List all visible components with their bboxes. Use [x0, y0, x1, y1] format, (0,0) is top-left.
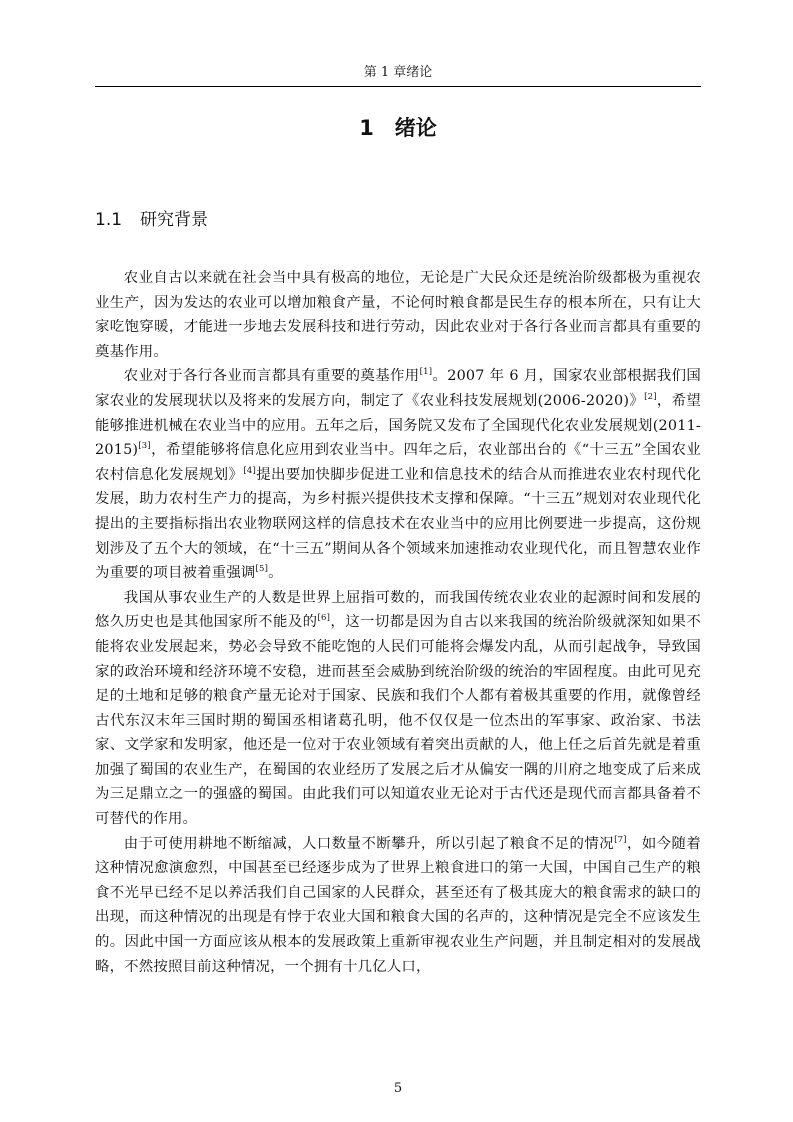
paragraph-text: ，希望能够将信息化应用到农业当中。四年之后，农业部出台的《“十三五”全国农业农村信息化发展规划》: [95, 442, 701, 483]
paragraph: [95, 266, 701, 364]
chapter-title: 1 绪论: [359, 116, 437, 140]
paragraph-text: 。2007 年 6 月，国家农业部根据我们国家农业的发展现状以及将来的发展方向，制定了《农业科技发展规划(2006-2020)》: [95, 368, 701, 409]
citation-ref: [5]: [255, 564, 269, 575]
paragraph-text: 农业对于各行各业而言都具有重要的奠基作用: [123, 368, 420, 385]
citation-ref: [1]: [419, 367, 433, 378]
citation-ref: [3]: [138, 441, 151, 452]
section-heading: [95, 207, 701, 233]
paragraph-text: 我国从事农业生产的人数是世界上屈指可数的，而我国传统农业农业的起源时间和发展的悠久历史也是其他国家所不能及的: [95, 589, 701, 631]
paragraph-text: ，这一切都是因为自古以来我国的统治阶级就深知如果不能将农业发展起来，势必会导致不能吃饱的人民们可能将会爆发内乱，从而引起战争，导致国家的政治环境和经济环境不安稳，进而甚至会威胁到统治阶级的统治的牢固程度。由此可见充足的土地和足够的粮食产量无论对于国家、民族和我们个人都有着极其重要的作用，就像曾经古代东汉末年三国时期的蜀国丞相诸葛孔明，他不仅仅是一位杰出的军事家、政治家、书法家、文学家和发明家，他还是一位对于农业领域有着突出贡献的人，他上任之后首先就是着重加强了蜀国的农业生产，在蜀国的农业经历了发展之后才从偏安一隅的川府之地变成了后来成为三足鼎立之一的强盛的蜀国。由此我们可以知道农业无论对于古代还是现代而言都具备着不可替代的作用。: [95, 614, 701, 828]
section-title: 研究背景: [140, 210, 209, 230]
paragraph: [95, 586, 701, 832]
paragraph-text: 。: [268, 565, 283, 582]
paragraph: [95, 364, 701, 585]
running-header: 第 1 章绪论: [363, 65, 433, 80]
citation-ref: [2]: [644, 392, 657, 403]
citation-ref: [6]: [317, 613, 331, 624]
citation-ref: [4]: [243, 465, 256, 476]
page-number: 5: [393, 1081, 403, 1096]
paragraph-text: 由于可使用耕地不断缩减，人口数量不断攀升，所以引起了粮食不足的情况: [123, 835, 615, 852]
header-rule: [95, 86, 701, 87]
section-number: 1.1: [95, 210, 123, 230]
body-text: [95, 266, 701, 979]
paragraph-text: 提出要加快脚步促进工业和信息技术的结合从而推进农业农村现代化发展，助力农村生产力的提高，为乡村振兴提供技术支撑和保障。“十三五”规划对农业现代化提出的主要指标指出农业物联网这样的信息技术在农业当中的应用比例要进一步提高，这份规划涉及了五个大的领域，在“十三五”期间从各个领域来加速推动农业现代化，而且智慧农业作为重要的项目被着重强调: [95, 466, 701, 582]
paragraph-text: ，如今随着这种情况愈演愈烈，中国甚至已经逐步成为了世界上粮食进口的第一大国，中国自己生产的粮食不光早已经不足以养活我们自己国家的人民群众，甚至还有了极其庞大的粮食需求的缺口的出现，而这种情况的出现是有悖于农业大国和粮食大国的名声的，这种情况是完全不应该发生的。因此中国一方面应该从根本的发展政策上重新审视农业生产问题，并且制定相对的发展战略，不然按照目前这种情况，一个拥有十几亿人口，: [95, 835, 701, 975]
citation-ref: [7]: [614, 834, 627, 845]
paragraph-text: 农业自古以来就在社会当中具有极高的地位，无论是广大民众还是统治阶级都极为重视农业生产，因为发达的农业可以增加粮食产量，不论何时粮食都是民生存的根本所在，只有让大家吃饱穿暖，才能进一步地去发展科技和进行劳动，因此农业对于各行各业而言都具有重要的奠基作用。: [95, 270, 701, 360]
paragraph-text: ，希望能够推进机械在农业当中的应用。五年之后，国务院又发布了全国现代化农业发展规划(2011-2015): [95, 392, 701, 459]
paragraph: [95, 832, 701, 980]
